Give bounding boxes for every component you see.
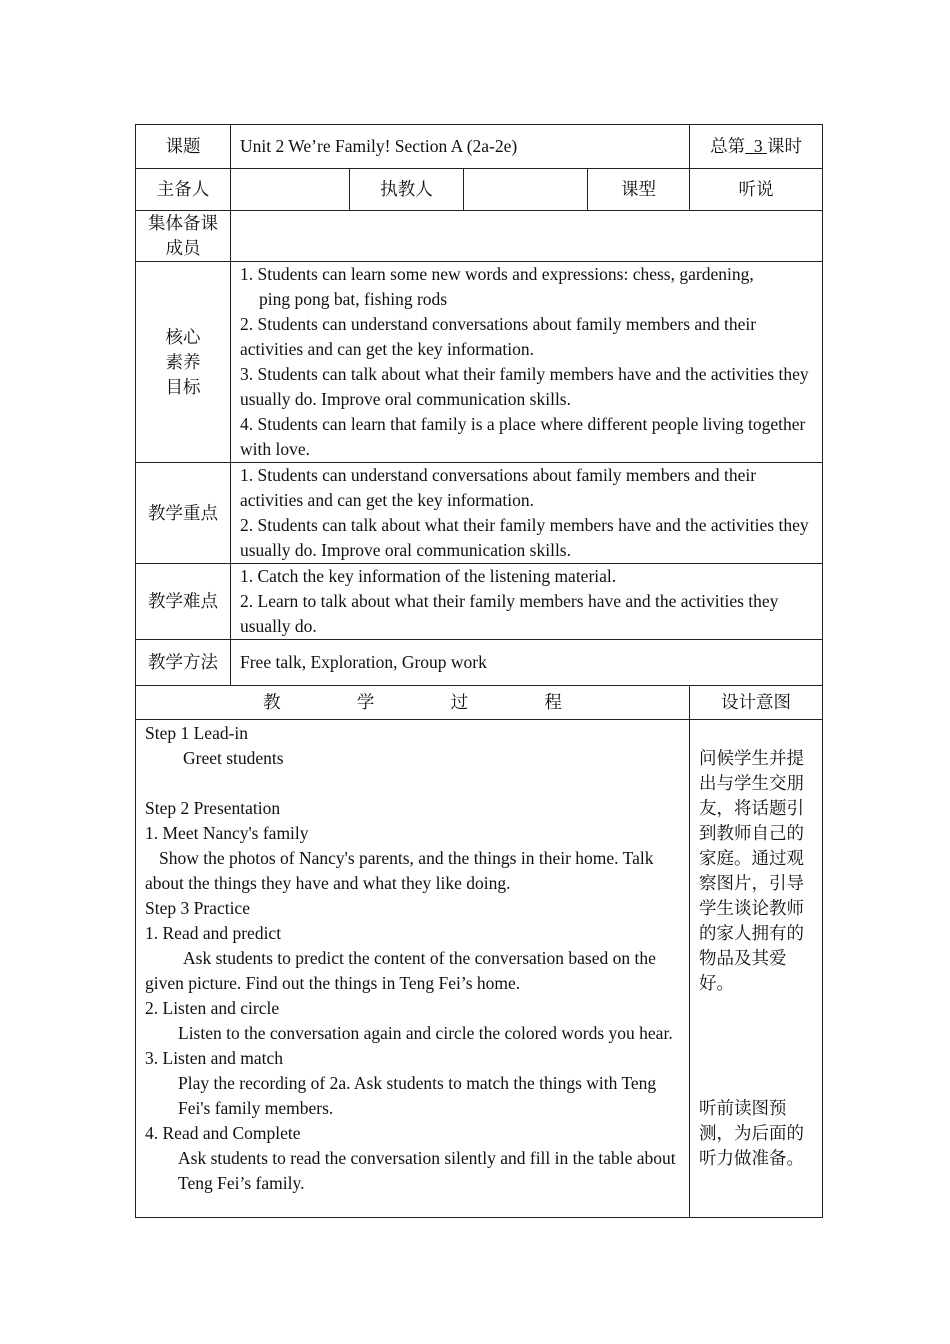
key-points-row: [136, 463, 823, 564]
process-header: [136, 686, 690, 720]
process-item: 3. Listen and match: [145, 1048, 284, 1068]
difficulties-content: [231, 564, 823, 640]
group-members-value: [231, 211, 823, 262]
process-item: 2. Listen and circle: [145, 998, 280, 1018]
process-header-char: 过: [450, 692, 469, 712]
difficulties-label: 教学难点: [136, 564, 231, 640]
blank-space: [699, 996, 813, 1096]
group-members-label-line2: 成员: [165, 238, 201, 258]
process-item: 4. Read and Complete: [145, 1123, 301, 1143]
lesson-plan-table: [135, 124, 823, 1218]
key-point-item: 2. Students can talk about what their family members have and the activities they usually do. Improve oral communication skills.: [240, 515, 809, 560]
process-line: Play the recording of 2a. Ask students to match the things with Teng Fei's family members.: [178, 1073, 657, 1118]
lesson-type-label: 课型: [588, 169, 690, 211]
methods-value: Free talk, Exploration, Group work: [231, 640, 823, 686]
key-points-content: [231, 463, 823, 564]
process-header-char: 程: [544, 692, 562, 712]
process-body-row: [136, 720, 823, 1218]
objectives-label-line1: 核心: [165, 326, 201, 347]
process-line: Show the photos of Nancy's parents, and the things in their home. Talk about the things they have and what they like doing.: [145, 848, 654, 893]
objective-item: 4. Students can learn that family is a place where different people living together with love.: [240, 414, 806, 459]
design-intent-2: 听前读图预测，为后面的听力做准备。: [699, 1098, 805, 1168]
lead-preparer-value: [231, 169, 350, 211]
difficulties-row: [136, 564, 823, 640]
process-line: Ask students to read the conversation silently and fill in the table about Teng Fei’s family.: [178, 1148, 676, 1193]
objective-item: 3. Students can talk about what their family members have and the activities they usually do. Improve oral communication skills.: [240, 364, 809, 409]
teacher-label: 执教人: [350, 169, 464, 211]
process-header-char: 教: [263, 692, 281, 712]
process-line: Ask students to predict the content of the conversation based on the given picture. Find out the things in Teng Fei’s home.: [145, 948, 656, 993]
methods-row: [136, 640, 823, 686]
process-header-char: 学: [356, 692, 375, 712]
objectives-row: [136, 262, 823, 463]
objective-item-continued: ping pong bat, fishing rods: [259, 289, 448, 309]
objective-item: 2. Students can understand conversations about family members and their activities and can get the key information.: [240, 314, 757, 359]
lesson-prefix: 总第: [710, 136, 746, 156]
lesson-plan-page: [135, 124, 822, 1218]
process-item: 1. Meet Nancy's family: [145, 823, 309, 843]
lesson-suffix: 课时: [766, 136, 802, 156]
topic-row: [136, 125, 823, 169]
process-item: 1. Read and predict: [145, 923, 282, 943]
objective-item: 1. Students can learn some new words and expressions: chess, gardening,: [240, 264, 754, 284]
blank-line: [699, 721, 813, 746]
design-intent-content: [690, 720, 823, 1218]
lesson-number-underline: [745, 136, 767, 156]
design-intent-1: 问候学生并提出与学生交朋友，将话题引到教师自己的家庭。通过观察图片，引导学生谈论教师的家人拥有的物品及其爱好。: [699, 748, 805, 993]
objectives-label-line3: 目标: [165, 376, 201, 397]
topic-label: 课题: [136, 125, 231, 169]
blank-line: [145, 771, 680, 796]
lesson-number: 3: [753, 136, 763, 156]
lesson-count: [690, 125, 823, 169]
objectives-label-line2: 素养: [165, 351, 201, 372]
process-line: Greet students: [183, 748, 284, 768]
difficulty-item: 2. Learn to talk about what their family members have and the activities they usually do.: [240, 591, 779, 636]
topic-value: Unit 2 We’re Family! Section A (2a-2e): [231, 125, 690, 169]
lead-preparer-label: 主备人: [136, 169, 231, 211]
process-step-heading: Step 2 Presentation: [145, 798, 281, 818]
teacher-value: [464, 169, 588, 211]
group-members-row: [136, 211, 823, 262]
group-members-label: [136, 211, 231, 262]
key-points-label: 教学重点: [136, 463, 231, 564]
objectives-content: [231, 262, 823, 463]
difficulty-item: 1. Catch the key information of the listening material.: [240, 566, 617, 586]
process-content: [136, 720, 690, 1218]
process-line: Listen to the conversation again and circle the colored words you hear.: [178, 1023, 673, 1043]
process-header-row: [136, 686, 823, 720]
design-intent-label: 设计意图: [690, 686, 823, 720]
objectives-label: [136, 262, 231, 463]
process-step-heading: Step 3 Practice: [145, 898, 250, 918]
preparer-row: [136, 169, 823, 211]
key-point-item: 1. Students can understand conversations about family members and their activities and can get the key information.: [240, 465, 757, 510]
lesson-type-value: 听说: [690, 169, 823, 211]
methods-label: 教学方法: [136, 640, 231, 686]
process-step-heading: Step 1 Lead-in: [145, 723, 249, 743]
group-members-label-line1: 集体备课: [148, 213, 218, 233]
